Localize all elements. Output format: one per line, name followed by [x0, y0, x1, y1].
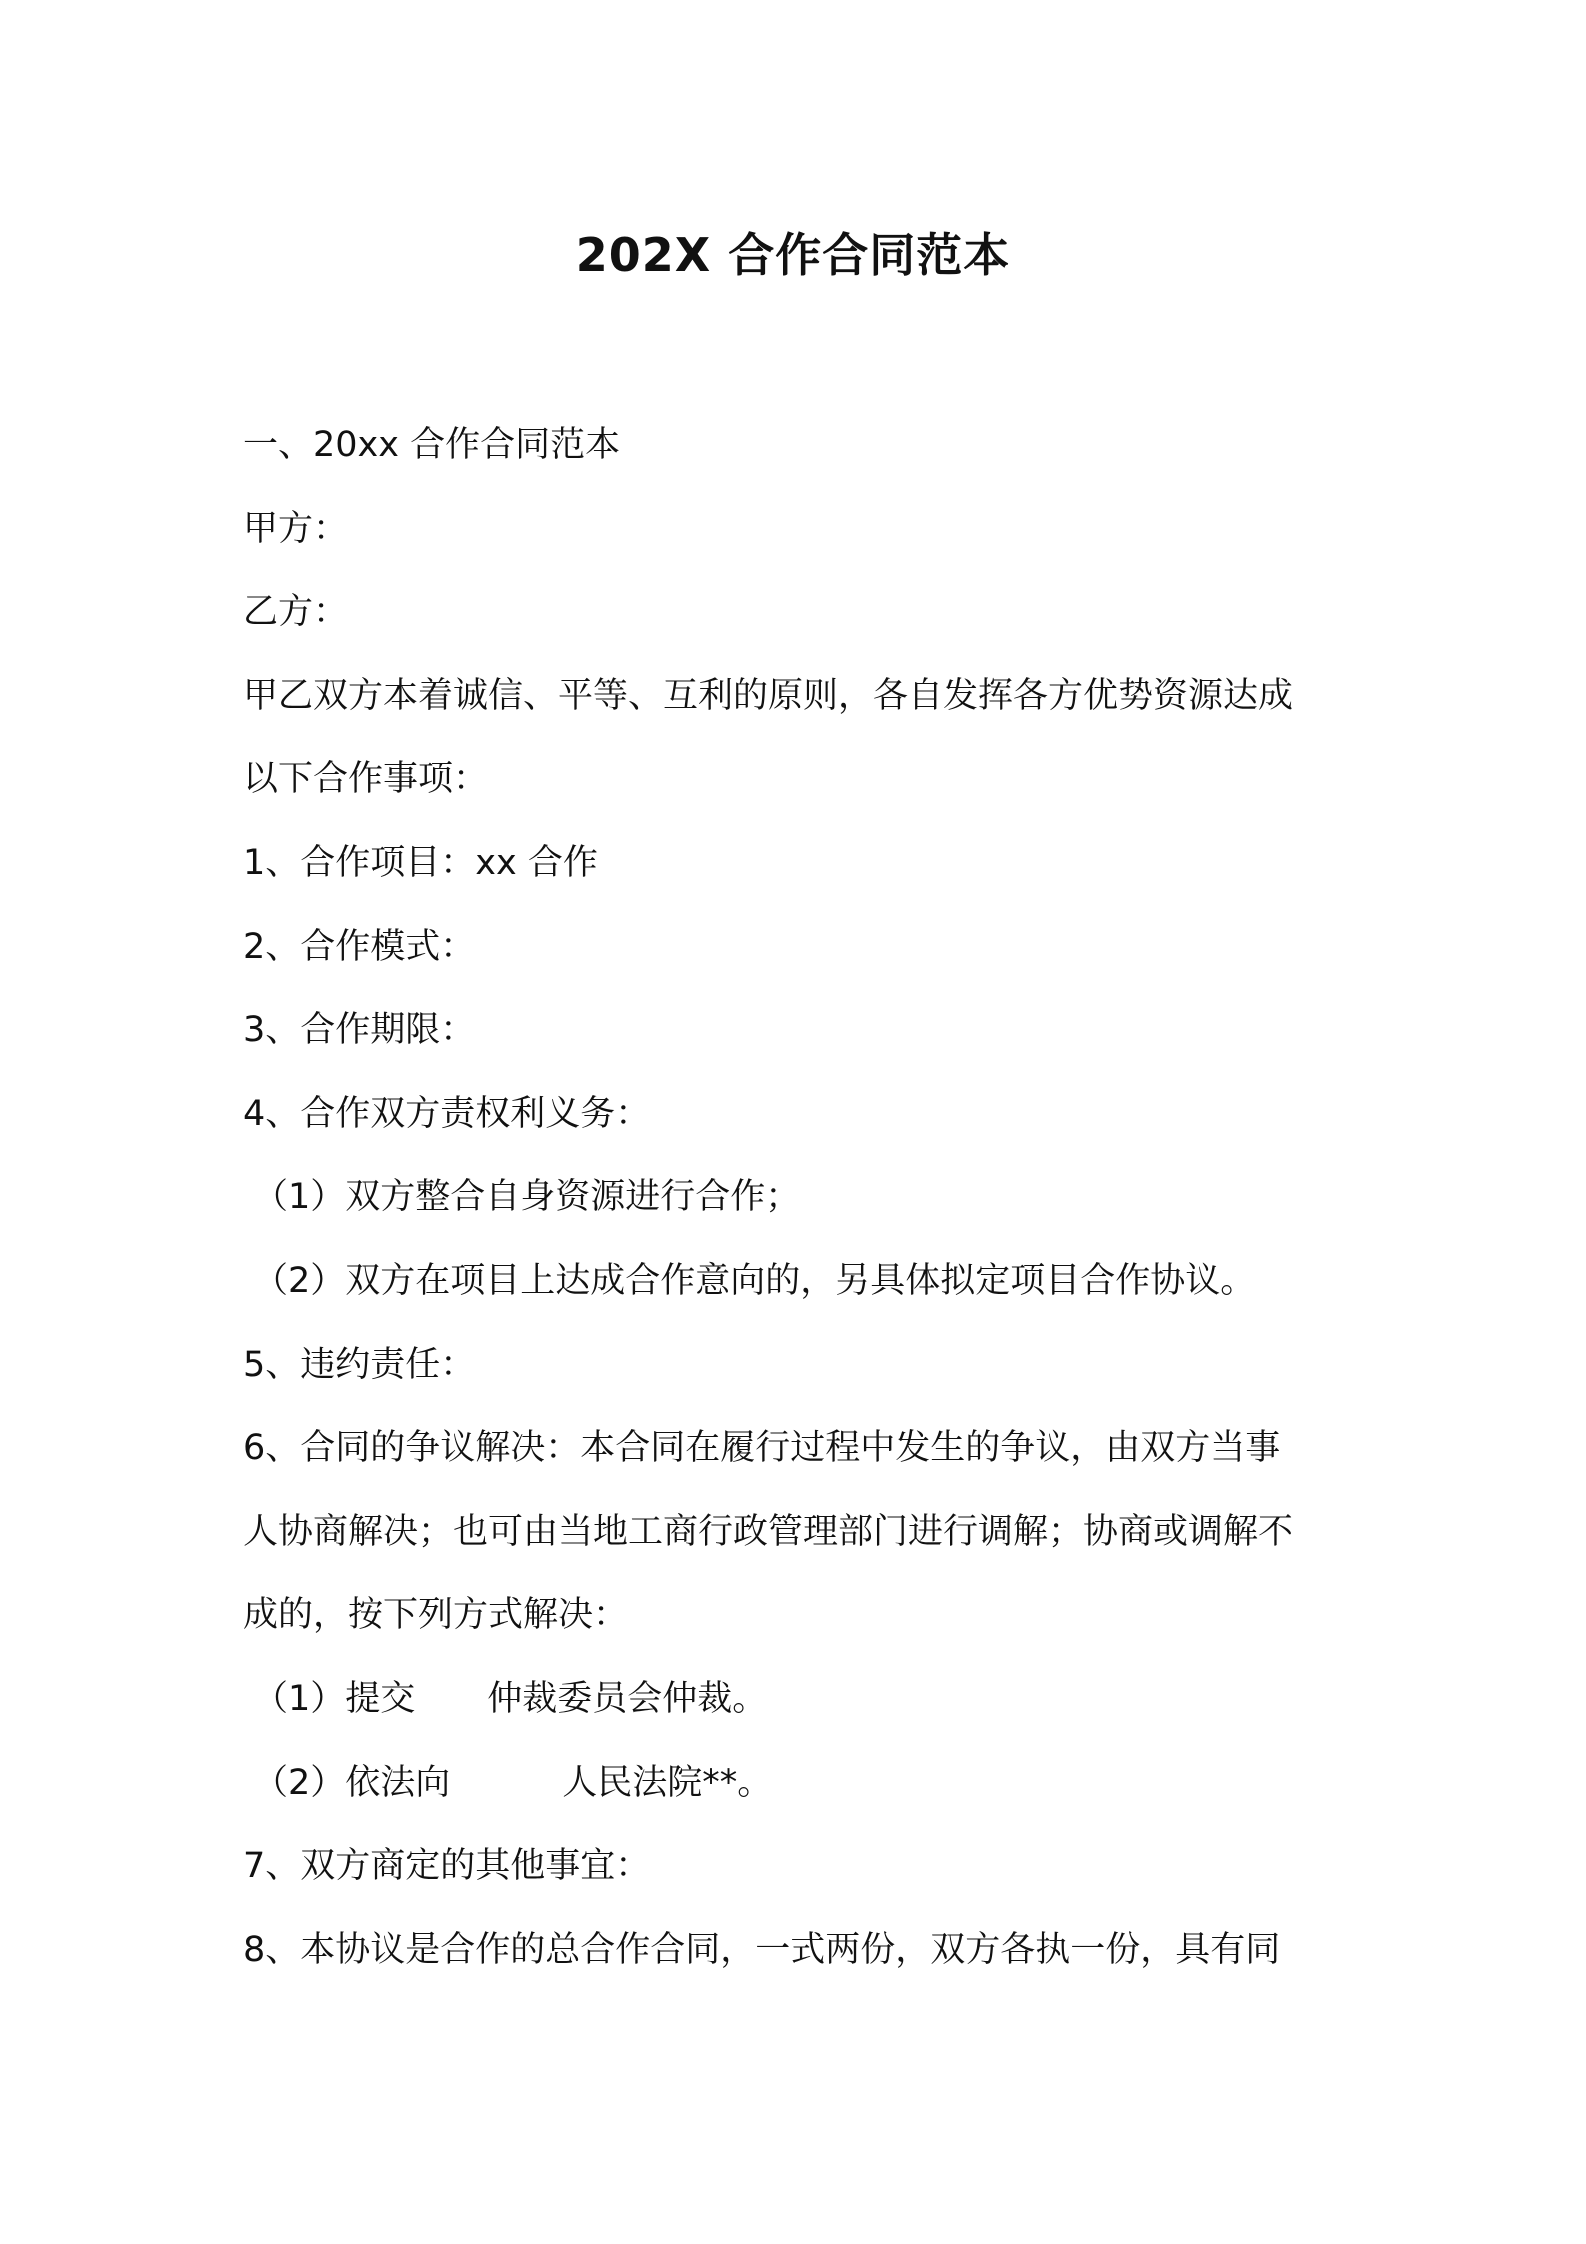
clause-3-term: 3、合作期限： — [243, 1010, 476, 1051]
clause-8-copies: 8、本协议是合作的总合作合同，一式两份，双方各执一份，具有同 — [243, 1929, 1281, 1970]
document-title: 202X 合作合同范本 — [575, 228, 1011, 282]
document-body — [243, 404, 1363, 1992]
option-1-prefix: （1）提交 — [253, 1678, 416, 1719]
party-a-line: 甲方： — [243, 508, 349, 549]
party-b-line: 乙方： — [243, 592, 349, 633]
preamble-line-1: 甲乙双方本着诚信、平等、互利的原则，各自发挥各方优势资源达成 — [243, 675, 1294, 716]
clause-4-item-2: （2）双方在项目上达成合作意向的，另具体拟定项目合作协议。 — [253, 1260, 1256, 1301]
clause-6-line-2: 人协商解决；也可由当地工商行政管理部门进行调解；协商或调解不 — [243, 1511, 1294, 1552]
clause-4-obligations: 4、合作双方责权利义务： — [243, 1093, 651, 1134]
clause-6-option-1 — [243, 1658, 1363, 1742]
option-2-prefix: （2）依法向 — [253, 1762, 451, 1803]
clause-2-mode: 2、合作模式： — [243, 926, 476, 967]
section-heading: 一、20xx 合作合同范本 — [243, 425, 621, 465]
option-2-suffix: 人民法院**。 — [562, 1762, 773, 1803]
clause-1-project: 1、合作项目：xx 合作 — [243, 842, 598, 883]
option-1-suffix: 仲裁委员会仲裁。 — [487, 1678, 768, 1719]
clause-6-option-2 — [243, 1742, 1363, 1826]
clause-7-other: 7、双方商定的其他事宜： — [243, 1846, 651, 1887]
clause-4-item-1: （1）双方整合自身资源进行合作； — [253, 1177, 801, 1218]
clause-5-liability: 5、违约责任： — [243, 1344, 476, 1385]
clause-6-line-1: 6、合同的争议解决：本合同在履行过程中发生的争议，由双方当事 — [243, 1428, 1281, 1469]
preamble-line-2: 以下合作事项： — [243, 759, 489, 800]
clause-6-line-3: 成的，按下列方式解决： — [243, 1595, 629, 1636]
